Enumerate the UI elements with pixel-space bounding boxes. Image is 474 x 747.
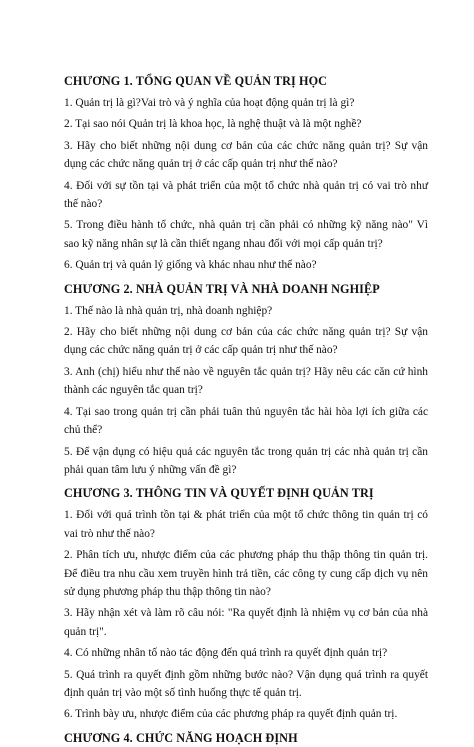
question-text: 4. Đối với sự tồn tại và phát triển của một tổ chức nhà quản trị có vai trò như thế nào?	[64, 179, 428, 211]
chapter-1-title: CHƯƠNG 1. TỔNG QUAN VỀ QUẢN TRỊ HỌC	[64, 74, 328, 88]
question-text: 2. Tại sao nói Quản trị là khoa học, là nghệ thuật và là một nghề?	[64, 118, 362, 131]
question-text: 4. Tại sao trong quản trị cần phải tuân thủ nguyên tắc hài hòa lợi ích giữa các chủ thể?	[64, 405, 428, 437]
chapter-2-section	[64, 280, 428, 480]
chapter-1-section	[64, 72, 428, 275]
chapter-2-title: CHƯƠNG 2. NHÀ QUẢN TRỊ VÀ NHÀ DOANH NGHIỆP	[64, 281, 380, 296]
question-text: 2. Hãy cho biết những nội dung cơ bản của các chức năng quản trị? Sự vận dụng các chức năng quản trị ở các cấp quản trị như thế nào?	[64, 326, 428, 357]
chapter-3-title: CHƯƠNG 3. THÔNG TIN VÀ QUYẾT ĐỊNH QUẢN TRỊ	[64, 486, 374, 501]
question-text: 6. Quản trị và quản lý giống và khác nhau như thế nào?	[64, 259, 317, 272]
question-text: 1. Đối với quá trình tồn tại & phát triển của một tổ chức thông tin quản trị có vai trò như thế nào?	[64, 509, 428, 540]
chapter-4-section	[64, 729, 428, 747]
chapter-4-title: CHƯƠNG 4. CHỨC NĂNG HOẠCH ĐỊNH	[64, 730, 298, 745]
question-text: 1. Quản trị là gì?Vai trò và ý nghĩa của hoạt động quản trị là gì?	[64, 97, 355, 109]
question-text: 3. Anh (chị) hiểu như thế nào về nguyên tắc quản trị? Hãy nêu các căn cứ hình thành các nguyên tắc quan trị?	[64, 365, 428, 397]
question-text: 6. Trình bày ưu, nhược điểm của các phương pháp ra quyết định quản trị.	[64, 708, 398, 721]
question-text: 5. Để vận dụng có hiệu quả các nguyên tắc trong quản trị các nhà quản trị cần phải quan tâm lưu ý những vấn đề gì?	[64, 445, 428, 476]
question-text: 3. Hãy nhận xét và làm rõ câu nói: "Ra quyết định là nhiệm vụ cơ bản của nhà quản trị".	[64, 607, 428, 638]
question-text: 3. Hãy cho biết những nội dung cơ bản của các chức năng quản trị? Sự vận dụng các chức năng quản trị ở các cấp quản trị như thế nào?	[64, 139, 428, 171]
question-text: 4. Có những nhân tố nào tác động đến quá trình ra quyết định quản trị?	[64, 647, 388, 660]
question-text: 5. Quá trình ra quyết định gồm những bước nào? Vận dụng quá trình ra quyết định quản trị vào một số tình huống thực tế quản trị.	[64, 668, 428, 699]
chapter-3-section	[64, 484, 428, 723]
question-text: 5. Trong điều hành tổ chức, nhà quản trị cần phải có những kỹ năng nào" Vì sao kỹ năng nhân sự là cần thiết ngang nhau đối với mọi cấp quản trị?	[64, 219, 428, 250]
question-text: 2. Phân tích ưu, nhược điểm của các phương pháp thu thập thông tin quản trị. Để điều tra nhu cầu xem truyền hình trả tiền, các công ty cung cấp dịch vụ nên sử dụng phương pháp thu thập thông tin nào?	[64, 549, 428, 598]
question-text: 1. Thế nào là nhà quản trị, nhà doanh nghiệp?	[64, 304, 273, 317]
